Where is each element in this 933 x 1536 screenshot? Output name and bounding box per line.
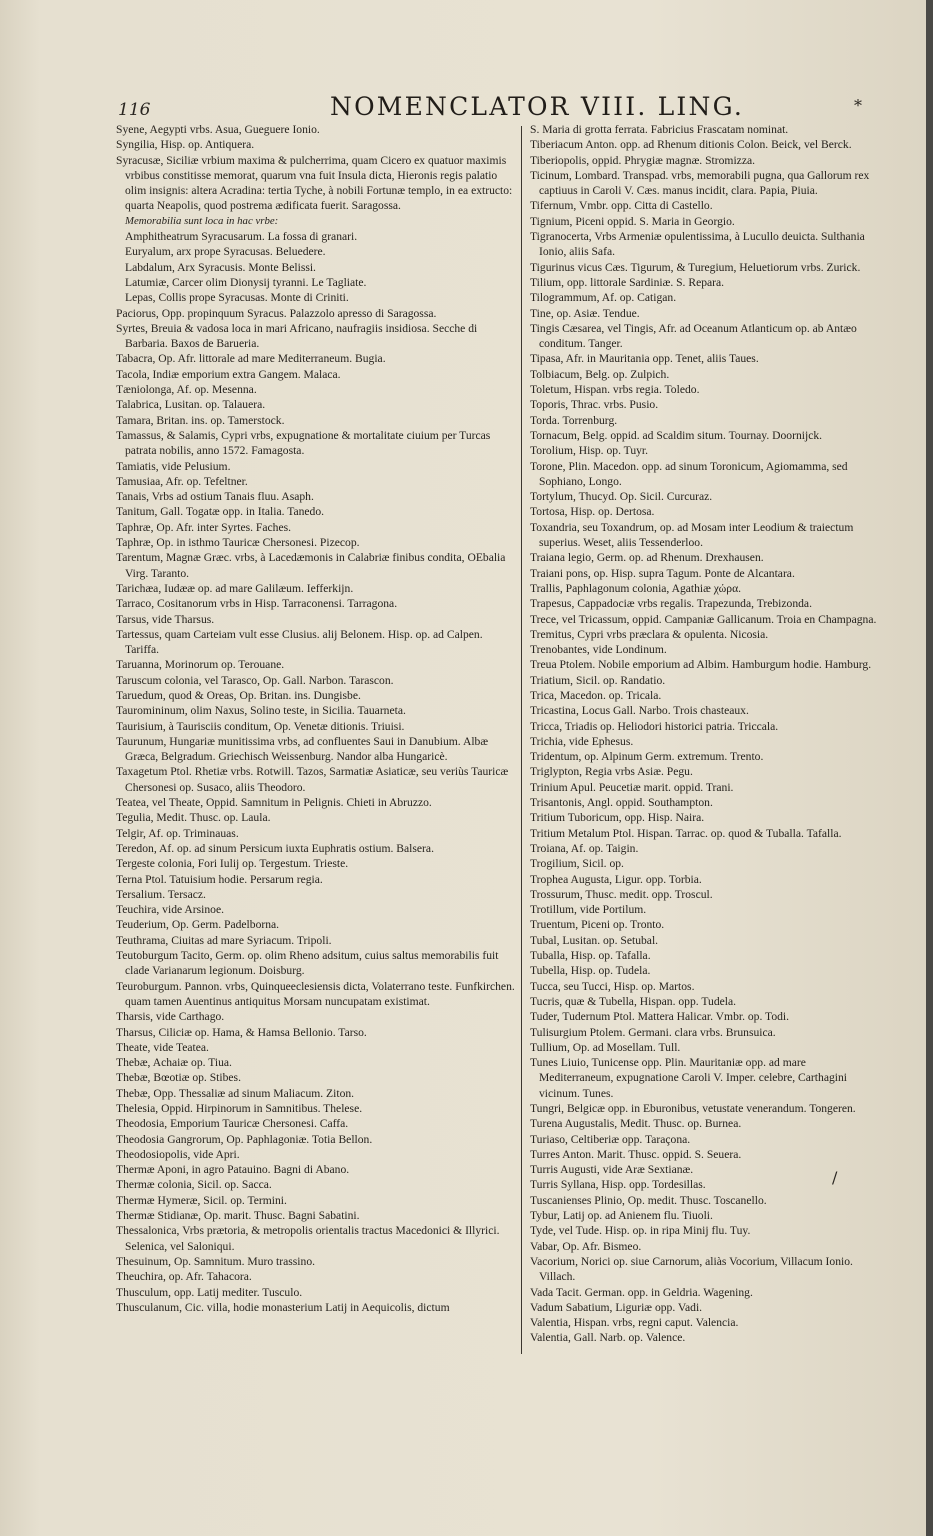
dictionary-entry: Tyde, vel Tude. Hisp. op. in ripa Minij flu. Tuy. (530, 1224, 751, 1238)
dictionary-entry: Tritium Tuboricum, opp. Hisp. Naira. (530, 811, 705, 825)
dictionary-entry: Euryalum, arx prope Syracusas. Beluedere. (125, 245, 326, 259)
dictionary-entry: Vacorium, Norici op. siue Carnorum, aliàs Vocorium, Villacum Ionio. Villach. (530, 1254, 853, 1284)
dictionary-entry: Thelesia, Oppid. Hirpinorum in Samnitibus. Thelese. (116, 1102, 363, 1115)
dictionary-entry: Torolium, Hisp. op. Tuyr. (530, 444, 649, 458)
dictionary-entry: Thusculum, opp. Latij mediter. Tusculo. (116, 1285, 303, 1299)
dictionary-entry: Theodosia Gangrorum, Op. Paphlagoniæ. Totia Bellon. (116, 1132, 373, 1146)
dictionary-entry: Teuroburgum. Pannon. vrbs, Quinqueeclesiensis dicta, Volaterrano teste. Funfkirchen. quam tamen Auentinus antiquitus Morsam nuncupatam existimat. (116, 979, 515, 1008)
dictionary-entry: Syracusæ, Siciliæ vrbium maxima & pulcherrima, quam Cicero ex quatuor maximis vrbibus constitisse memorat, quarum vna fuit Insula dicta, Hieronis regis palatio olim insignis: altera Acradina: tertia Tyche, à nobili Fortunæ templo, in ea extructo: quarta Neapolis, quod postrema ædificata fuerit. Saragossa. (116, 153, 513, 213)
dictionary-entry: Tauromininum, olim Naxus, Solino teste, in Sicilia. Tauarneta. (116, 704, 406, 718)
dictionary-entry: Tubella, Hisp. op. Tudela. (530, 964, 651, 978)
dictionary-entry: Tabacra, Op. Afr. littorale ad mare Mediterraneum. Bugia. (116, 352, 386, 366)
dictionary-entry: Memorabilia sunt loca in hac vrbe: (125, 214, 279, 227)
dictionary-entry: Theodosia, Emporium Tauricæ Chersonesi. Caffa. (116, 1117, 349, 1131)
dictionary-entry: Triglypton, Regia vrbs Asiæ. Pegu. (530, 765, 693, 779)
dictionary-entry: Trinium Apul. Peucetiæ marit. oppid. Trani. (530, 780, 734, 794)
dictionary-entry: Tingis Cæsarea, vel Tingis, Afr. ad Oceanum Atlanticum op. ab Antæo conditum. Tanger. (530, 321, 857, 351)
dictionary-entry: Tamusiaa, Afr. op. Tefeltner. (116, 474, 248, 488)
page-number: 116 (118, 100, 151, 120)
dictionary-entry: Tuballa, Hisp. op. Tafalla. (530, 949, 651, 963)
page-edge (926, 0, 933, 1536)
dictionary-entry: Terna Ptol. Tatuisium hodie. Persarum regia. (116, 872, 323, 886)
dictionary-entry: Tergeste colonia, Fori Iulij op. Tergestum. Trieste. (116, 857, 349, 871)
dictionary-entry: Thermæ Stidianæ, Op. marit. Thusc. Bagni Sabatini. (116, 1209, 360, 1223)
dictionary-entry: Thusculanum, Cic. villa, hodie monasterium Latij in Aequicolis, dictum (116, 1300, 450, 1314)
dictionary-entry: Taruedum, quod & Oreas, Op. Britan. ins. Dungisbe. (116, 688, 361, 702)
dictionary-entry: Turris Augusti, vide Aræ Sextianæ. (530, 1163, 694, 1177)
running-head: NOMENCLATOR VIII. LING. (330, 92, 745, 121)
dictionary-entry: Trophea Augusta, Ligur. opp. Torbia. (530, 872, 702, 886)
dictionary-entry: Taruanna, Morinorum op. Terouane. (116, 658, 285, 672)
dictionary-entry: Labdalum, Arx Syracusis. Monte Belissi. (125, 260, 316, 274)
dictionary-entry: Tricastina, Locus Gall. Narbo. Trois chasteaux. (530, 704, 749, 718)
margin-mark: / (832, 1168, 838, 1187)
dictionary-entry: Trenobantes, vide Londinum. (530, 643, 667, 657)
dictionary-entry: Thermæ Hymeræ, Sicil. op. Termini. (116, 1193, 287, 1207)
left-column (116, 122, 516, 1315)
dictionary-entry: Tolbiacum, Belg. op. Zulpich. (530, 367, 670, 381)
dictionary-entry: Taphræ, Op. in isthmo Tauricæ Chersonesi. Pizecop. (116, 536, 360, 550)
dictionary-entry: Tamassus, & Salamis, Cypri vrbs, expugnatione & mortalitate ciuium per Turcas patrata nobilis, anno 1572. Famagosta. (116, 428, 491, 458)
corner-mark: * (854, 96, 862, 115)
dictionary-entry: Tanais, Vrbs ad ostium Tanais fluu. Asaph. (116, 490, 314, 504)
dictionary-entry: Thermæ colonia, Sicil. op. Sacca. (116, 1178, 272, 1192)
dictionary-entry: Tarentum, Magnæ Græc. vrbs, à Lacedæmonis in Calabriæ finibus condita, OEbalia Virg. Taranto. (116, 551, 506, 580)
dictionary-entry: Turres Anton. Marit. Thusc. oppid. S. Seuera. (530, 1147, 742, 1161)
dictionary-entry: Trallis, Paphlagonum colonia, Agathiæ χώρα. (530, 581, 742, 595)
dictionary-entry: Traiani pons, op. Hisp. supra Tagum. Ponte de Alcantara. (530, 566, 795, 580)
dictionary-entry: Tridentum, op. Alpinum Germ. extremum. Trento. (530, 750, 764, 764)
dictionary-entry: Tornacum, Belg. oppid. ad Scaldim situm. Tournay. Doornijck. (530, 428, 823, 442)
dictionary-entry: Trogilium, Sicil. op. (530, 857, 624, 871)
dictionary-entry: Tortylum, Thucyd. Op. Sicil. Curcuraz. (530, 490, 713, 504)
dictionary-entry: Trapesus, Cappadociæ vrbs regalis. Trapezunda, Trebizonda. (530, 597, 812, 611)
dictionary-entry: Thebæ, Achaiæ op. Tiua. (116, 1056, 232, 1070)
dictionary-entry: Tipasa, Afr. in Mauritania opp. Tenet, aliis Taues. (530, 352, 759, 366)
dictionary-entry: Tunes Liuio, Tunicense opp. Plin. Mauritaniæ opp. ad mare Mediterraneum, expugnatione Caroli V. Imper. celebre, Carthagini vicinum. Tunes. (530, 1056, 847, 1100)
dictionary-entry: Tarsus, vide Tharsus. (116, 612, 215, 626)
dictionary-entry: Trica, Macedon. op. Tricala. (530, 688, 662, 702)
dictionary-entry: Tortosa, Hisp. op. Dertosa. (530, 505, 655, 519)
dictionary-entry: Taurisium, à Taurisciis conditum, Op. Venetæ ditionis. Triuisi. (116, 719, 405, 733)
dictionary-entry: Tartessus, quam Carteiam vult esse Clusius. alij Belonem. Hisp. op. ad Calpen. Tariffa. (116, 627, 483, 657)
dictionary-entry: Torone, Plin. Macedon. opp. ad sinum Toronicum, Agiomamma, sed Sophiano, Longo. (530, 459, 848, 488)
dictionary-entry: Tungri, Belgicæ opp. in Eburonibus, vetustate venerandum. Tongeren. (530, 1102, 856, 1115)
dictionary-entry: Tarraco, Cositanorum vrbs in Hisp. Tarraconensi. Tarragona. (116, 597, 398, 611)
dictionary-entry: Thebæ, Bœotiæ op. Stibes. (116, 1071, 241, 1085)
dictionary-entry: Tritium Metalum Ptol. Hispan. Tarrac. op. quod & Tuballa. Tafalla. (530, 826, 842, 840)
dictionary-entry: Tucris, quæ & Tubella, Hispan. opp. Tudela. (530, 994, 737, 1008)
dictionary-entry: Theuchira, op. Afr. Tahacora. (116, 1270, 252, 1284)
dictionary-entry: Taphræ, Op. Afr. inter Syrtes. Faches. (116, 520, 291, 534)
dictionary-entry: Trotillum, vide Portilum. (530, 903, 647, 917)
dictionary-entry: Toxandria, seu Toxandrum, op. ad Mosam inter Leodium & traiectum superius. Weset, aliis Tessenderloo. (530, 520, 854, 550)
dictionary-entry: Tharsus, Ciliciæ op. Hama, & Hamsa Bellonio. Tarso. (116, 1025, 367, 1039)
dictionary-entry: Theate, vide Teatea. (116, 1040, 209, 1054)
dictionary-entry: Tacola, Indiæ emporium extra Gangem. Malaca. (116, 367, 341, 381)
dictionary-entry: S. Maria di grotta ferrata. Fabricius Frascatam nominat. (530, 123, 789, 136)
dictionary-entry: Truentum, Piceni op. Tronto. (530, 918, 665, 932)
dictionary-entry: Ticinum, Lombard. Transpad. vrbs, memorabili pugna, qua Gallorum rex captiuus in Caroli V. Cæs. manus incidit, clara. Papia, Piuia. (530, 168, 870, 198)
dictionary-entry: Tilium, opp. littorale Sardiniæ. S. Repara. (530, 275, 725, 289)
dictionary-entry: Latumiæ, Carcer olim Dionysij tyranni. Le Tagliate. (125, 275, 367, 289)
dictionary-entry: Vabar, Op. Afr. Bismeo. (530, 1239, 642, 1253)
dictionary-entry: Tuscanienses Plinio, Op. medit. Thusc. Toscanello. (530, 1193, 767, 1207)
dictionary-entry: Turris Syllana, Hisp. opp. Tordesillas. (530, 1178, 706, 1192)
dictionary-entry: Tignium, Piceni oppid. S. Maria in Georgio. (530, 214, 735, 228)
dictionary-entry: Toletum, Hispan. vrbs regia. Toledo. (530, 383, 700, 397)
right-column (530, 122, 882, 1346)
dictionary-entry: Tersalium. Tersacz. (116, 887, 206, 901)
dictionary-entry: Thessalonica, Vrbs prætoria, & metropolis orientalis tractus Macedonici & Illyrici. Selenica, vel Saloniqui. (116, 1224, 500, 1253)
dictionary-entry: Tullium, Op. ad Mosellam. Tull. (530, 1040, 681, 1054)
dictionary-entry: Trossurum, Thusc. medit. opp. Troscul. (530, 887, 713, 901)
dictionary-entry: Tiberiopolis, oppid. Phrygiæ magnæ. Stromizza. (530, 153, 756, 167)
dictionary-entry: Vada Tacit. German. opp. in Geldria. Wagening. (530, 1285, 753, 1299)
dictionary-entry: Teuderium, Op. Germ. Padelborna. (116, 918, 280, 932)
dictionary-entry: Teutoburgum Tacito, Germ. op. olim Rheno adsitum, cuius saltus memorabilis fuit clade Varianarum legionum. Doisburg. (116, 949, 499, 978)
dictionary-entry: Tilogrammum, Af. op. Catigan. (530, 291, 677, 305)
dictionary-entry: Tigranocerta, Vrbs Armeniæ opulentissima, à Lucullo deuicta. Sulthania Ionio, aliis Safa. (530, 230, 865, 259)
dictionary-entry: Valentia, Hispan. vrbs, regni caput. Valencia. (530, 1316, 739, 1330)
dictionary-entry: Theodosiopolis, vide Apri. (116, 1147, 240, 1161)
dictionary-entry: Tine, op. Asiæ. Tendue. (530, 306, 640, 320)
dictionary-entry: Thermæ Aponi, in agro Patauino. Bagni di Abano. (116, 1163, 350, 1177)
dictionary-entry: Trichia, vide Ephesus. (530, 734, 634, 748)
column-divider (521, 126, 522, 1354)
dictionary-entry: Thebæ, Opp. Thessaliæ ad sinum Maliacum. Ziton. (116, 1086, 355, 1100)
dictionary-entry: Toporis, Thrac. vrbs. Pusio. (530, 398, 659, 412)
dictionary-entry: Taruscum colonia, vel Tarasco, Op. Gall. Narbon. Tarascon. (116, 673, 394, 687)
dictionary-entry: Amphitheatrum Syracusarum. La fossa di granari. (125, 230, 358, 244)
dictionary-entry: Turena Augustalis, Medit. Thusc. op. Burnea. (530, 1117, 742, 1131)
dictionary-entry: Syngilia, Hisp. op. Antiquera. (116, 138, 255, 152)
dictionary-entry: Tulisurgium Ptolem. Germani. clara vrbs. Brunsuica. (530, 1025, 776, 1039)
dictionary-entry: Tremitus, Cypri vrbs præclara & opulenta. Nicosia. (530, 627, 769, 641)
dictionary-entry: Tricca, Triadis op. Heliodori historici patria. Triccala. (530, 719, 779, 733)
dictionary-entry: Paciorus, Opp. propinquum Syracus. Palazzolo apresso di Saragossa. (116, 306, 437, 320)
dictionary-entry: Turiaso, Celtiberiæ opp. Taraçona. (530, 1132, 691, 1146)
dictionary-entry: Tamara, Britan. ins. op. Tamerstock. (116, 413, 285, 427)
dictionary-entry: Lepas, Collis prope Syracusas. Monte di Criniti. (125, 291, 349, 305)
dictionary-entry: Trisantonis, Angl. oppid. Southampton. (530, 796, 713, 810)
dictionary-entry: Tucca, seu Tucci, Hisp. op. Martos. (530, 979, 695, 993)
dictionary-entry: Syrtes, Breuia & vadosa loca in mari Africano, naufragiis insidiosa. Secche di Barbaria. Baxos de Barueria. (116, 321, 478, 351)
dictionary-entry: Teredon, Af. op. ad sinum Persicum iuxta Euphratis ostium. Balsera. (116, 841, 434, 855)
dictionary-entry: Teuthrama, Ciuitas ad mare Syriacum. Tripoli. (116, 933, 332, 947)
dictionary-entry: Tiberiacum Anton. opp. ad Rhenum ditionis Colon. Beick, vel Berck. (530, 138, 852, 152)
dictionary-entry: Tarichæa, Iudææ op. ad mare Galilæum. Iefferkijn. (116, 581, 354, 595)
dictionary-entry: Treua Ptolem. Nobile emporium ad Albim. Hamburgum hodie. Hamburg. (530, 658, 872, 672)
dictionary-entry: Thesuinum, Op. Samnitum. Muro trassino. (116, 1254, 316, 1268)
dictionary-entry: Teatea, vel Theate, Oppid. Samnitum in Pelignis. Chieti in Abruzzo. (116, 796, 432, 810)
dictionary-entry: Taurunum, Hungariæ munitissima vrbs, ad confluentes Saui in Danubium. Albæ Græca, Belgradum. Griechisch Weissenburg. Nandor alba Hungaricè. (116, 734, 489, 764)
dictionary-entry: Torda. Torrenburg. (530, 413, 618, 427)
dictionary-entry: Tybur, Latij op. ad Anienem flu. Tiuoli. (530, 1209, 713, 1223)
dictionary-entry: Troiana, Af. op. Taigin. (530, 841, 639, 855)
dictionary-entry: Tuder, Tudernum Ptol. Mattera Halicar. Vmbr. op. Todi. (530, 1010, 790, 1024)
dictionary-entry: Tubal, Lusitan. op. Setubal. (530, 933, 659, 947)
dictionary-entry: Tharsis, vide Carthago. (116, 1010, 225, 1024)
dictionary-entry: Tamiatis, vide Pelusium. (116, 459, 231, 473)
dictionary-entry: Traiana legio, Germ. op. ad Rhenum. Drexhausen. (530, 551, 764, 565)
dictionary-entry: Syene, Aegypti vrbs. Asua, Gueguere Ionio. (116, 123, 320, 136)
dictionary-entry: Taxagetum Ptol. Rhetiæ vrbs. Rotwill. Tazos, Sarmatiæ Asiaticæ, seu veriùs Tauricæ Chersonesi op. Susaco, aliis Theodoro. (116, 765, 509, 794)
dictionary-entry: Triatium, Sicil. op. Randatio. (530, 673, 666, 687)
dictionary-entry: Teuchira, vide Arsinoe. (116, 903, 225, 917)
dictionary-entry: Tanitum, Gall. Togatæ opp. in Italia. Tanedo. (116, 505, 325, 519)
dictionary-entry: Tæniolonga, Af. op. Mesenna. (116, 383, 257, 397)
dictionary-entry: Valentia, Gall. Narb. op. Valence. (530, 1331, 686, 1345)
dictionary-entry: Tegulia, Medit. Thusc. op. Laula. (116, 811, 271, 825)
dictionary-entry: Trece, vel Tricassum, oppid. Campaniæ Gallicanum. Troia en Champagna. (530, 612, 877, 626)
dictionary-entry: Vadum Sabatium, Liguriæ opp. Vadi. (530, 1300, 703, 1314)
dictionary-entry: Tifernum, Vmbr. opp. Citta di Castello. (530, 199, 713, 213)
dictionary-entry: Tigurinus vicus Cæs. Tigurum, & Turegium, Heluetiorum vrbs. Zurick. (530, 260, 861, 274)
dictionary-entry: Telgir, Af. op. Triminauas. (116, 826, 239, 840)
dictionary-entry: Talabrica, Lusitan. op. Talauera. (116, 398, 266, 412)
